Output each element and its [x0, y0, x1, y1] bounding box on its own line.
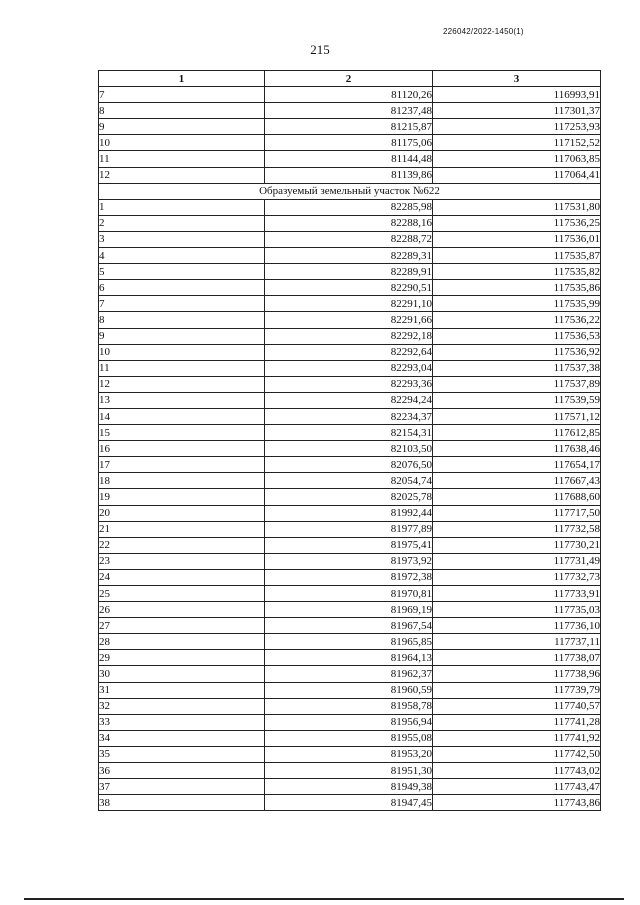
point-number-cell: 20 — [99, 505, 265, 521]
section-header — [99, 183, 601, 199]
y-coordinate-cell: 116993,91 — [433, 87, 601, 103]
x-coordinate-cell: 81973,92 — [265, 553, 433, 569]
y-coordinate-cell: 117537,38 — [433, 360, 601, 376]
point-number-cell: 5 — [99, 264, 265, 280]
y-coordinate-cell: 117743,47 — [433, 779, 601, 795]
y-coordinate-cell: 117742,50 — [433, 746, 601, 762]
y-coordinate-cell: 117731,49 — [433, 553, 601, 569]
x-coordinate-cell: 82293,36 — [265, 376, 433, 392]
table-row — [99, 199, 601, 215]
point-number-cell: 34 — [99, 730, 265, 746]
point-number-cell: 10 — [99, 344, 265, 360]
table-row — [99, 569, 601, 585]
x-coordinate-cell: 81958,78 — [265, 698, 433, 714]
x-coordinate-cell: 81237,48 — [265, 103, 433, 119]
y-coordinate-cell: 117531,80 — [433, 199, 601, 215]
x-coordinate-cell: 82294,24 — [265, 392, 433, 408]
y-coordinate-cell: 117063,85 — [433, 151, 601, 167]
section-title: Образуемый земельный участок №622 — [99, 183, 601, 199]
y-coordinate-cell: 117536,53 — [433, 328, 601, 344]
x-coordinate-cell: 82291,10 — [265, 296, 433, 312]
table-body-section — [99, 199, 601, 811]
y-coordinate-cell: 117736,10 — [433, 618, 601, 634]
column-header-point: 1 — [99, 71, 265, 87]
x-coordinate-cell: 81967,54 — [265, 618, 433, 634]
document-id: 226042/2022-1450(1) — [443, 27, 524, 36]
point-number-cell: 2 — [99, 215, 265, 231]
point-number-cell: 12 — [99, 167, 265, 183]
point-number-cell: 37 — [99, 779, 265, 795]
y-coordinate-cell: 117737,11 — [433, 634, 601, 650]
y-coordinate-cell: 117536,25 — [433, 215, 601, 231]
y-coordinate-cell: 117688,60 — [433, 489, 601, 505]
x-coordinate-cell: 81949,38 — [265, 779, 433, 795]
y-coordinate-cell: 117536,01 — [433, 231, 601, 247]
table-row — [99, 779, 601, 795]
point-number-cell: 24 — [99, 569, 265, 585]
x-coordinate-cell: 82285,98 — [265, 199, 433, 215]
table-row — [99, 135, 601, 151]
table-row — [99, 537, 601, 553]
bottom-rule — [24, 898, 624, 900]
table-row — [99, 408, 601, 424]
table-row — [99, 167, 601, 183]
y-coordinate-cell: 117253,93 — [433, 119, 601, 135]
y-coordinate-cell: 117730,21 — [433, 537, 601, 553]
point-number-cell: 27 — [99, 618, 265, 634]
point-number-cell: 9 — [99, 328, 265, 344]
y-coordinate-cell: 117735,03 — [433, 602, 601, 618]
y-coordinate-cell: 117536,92 — [433, 344, 601, 360]
point-number-cell: 12 — [99, 376, 265, 392]
x-coordinate-cell: 81215,87 — [265, 119, 433, 135]
table-row — [99, 795, 601, 811]
x-coordinate-cell: 82292,64 — [265, 344, 433, 360]
point-number-cell: 7 — [99, 87, 265, 103]
point-number-cell: 18 — [99, 473, 265, 489]
x-coordinate-cell: 81977,89 — [265, 521, 433, 537]
y-coordinate-cell: 117654,17 — [433, 457, 601, 473]
y-coordinate-cell: 117539,59 — [433, 392, 601, 408]
x-coordinate-cell: 82154,31 — [265, 425, 433, 441]
point-number-cell: 26 — [99, 602, 265, 618]
y-coordinate-cell: 117732,58 — [433, 521, 601, 537]
x-coordinate-cell: 81144,48 — [265, 151, 433, 167]
point-number-cell: 9 — [99, 119, 265, 135]
point-number-cell: 6 — [99, 280, 265, 296]
y-coordinate-cell: 117535,82 — [433, 264, 601, 280]
table-row — [99, 634, 601, 650]
y-coordinate-cell: 117740,57 — [433, 698, 601, 714]
x-coordinate-cell: 81965,85 — [265, 634, 433, 650]
y-coordinate-cell: 117717,50 — [433, 505, 601, 521]
table-row — [99, 264, 601, 280]
point-number-cell: 10 — [99, 135, 265, 151]
point-number-cell: 1 — [99, 199, 265, 215]
table-header-row — [99, 71, 601, 87]
y-coordinate-cell: 117537,89 — [433, 376, 601, 392]
x-coordinate-cell: 81960,59 — [265, 682, 433, 698]
x-coordinate-cell: 82054,74 — [265, 473, 433, 489]
y-coordinate-cell: 117535,99 — [433, 296, 601, 312]
table-row — [99, 328, 601, 344]
table-row — [99, 392, 601, 408]
point-number-cell: 33 — [99, 714, 265, 730]
table-row — [99, 425, 601, 441]
point-number-cell: 22 — [99, 537, 265, 553]
point-number-cell: 19 — [99, 489, 265, 505]
table-row — [99, 714, 601, 730]
point-number-cell: 8 — [99, 312, 265, 328]
y-coordinate-cell: 117743,86 — [433, 795, 601, 811]
point-number-cell: 7 — [99, 296, 265, 312]
point-number-cell: 29 — [99, 650, 265, 666]
x-coordinate-cell: 81955,08 — [265, 730, 433, 746]
y-coordinate-cell: 117536,22 — [433, 312, 601, 328]
y-coordinate-cell: 117739,79 — [433, 682, 601, 698]
x-coordinate-cell: 81969,19 — [265, 602, 433, 618]
table-row — [99, 473, 601, 489]
x-coordinate-cell: 82025,78 — [265, 489, 433, 505]
point-number-cell: 28 — [99, 634, 265, 650]
column-header-x: 2 — [265, 71, 433, 87]
point-number-cell: 17 — [99, 457, 265, 473]
y-coordinate-cell: 117638,46 — [433, 441, 601, 457]
y-coordinate-cell: 117535,86 — [433, 280, 601, 296]
y-coordinate-cell: 117571,12 — [433, 408, 601, 424]
table-row — [99, 296, 601, 312]
table-row — [99, 103, 601, 119]
y-coordinate-cell: 117738,07 — [433, 650, 601, 666]
x-coordinate-cell: 82290,51 — [265, 280, 433, 296]
x-coordinate-cell: 82234,37 — [265, 408, 433, 424]
point-number-cell: 11 — [99, 360, 265, 376]
x-coordinate-cell: 81972,38 — [265, 569, 433, 585]
point-number-cell: 15 — [99, 425, 265, 441]
table-row — [99, 618, 601, 634]
table-row — [99, 650, 601, 666]
table-row — [99, 231, 601, 247]
table-row — [99, 119, 601, 135]
table-row — [99, 489, 601, 505]
point-number-cell: 31 — [99, 682, 265, 698]
table-row — [99, 505, 601, 521]
point-number-cell: 8 — [99, 103, 265, 119]
point-number-cell: 14 — [99, 408, 265, 424]
x-coordinate-cell: 82288,16 — [265, 215, 433, 231]
table-row — [99, 763, 601, 779]
table-body-top — [99, 87, 601, 184]
table-row — [99, 248, 601, 264]
table-row — [99, 360, 601, 376]
y-coordinate-cell: 117732,73 — [433, 569, 601, 585]
table-row — [99, 312, 601, 328]
x-coordinate-cell: 81139,86 — [265, 167, 433, 183]
x-coordinate-cell: 81992,44 — [265, 505, 433, 521]
y-coordinate-cell: 117743,02 — [433, 763, 601, 779]
table-row — [99, 280, 601, 296]
table-row — [99, 553, 601, 569]
y-coordinate-cell: 117738,96 — [433, 666, 601, 682]
point-number-cell: 36 — [99, 763, 265, 779]
point-number-cell: 30 — [99, 666, 265, 682]
table-row — [99, 457, 601, 473]
table-row — [99, 344, 601, 360]
y-coordinate-cell: 117535,87 — [433, 248, 601, 264]
point-number-cell: 35 — [99, 746, 265, 762]
point-number-cell: 38 — [99, 795, 265, 811]
table-row — [99, 441, 601, 457]
x-coordinate-cell: 82076,50 — [265, 457, 433, 473]
point-number-cell: 13 — [99, 392, 265, 408]
y-coordinate-cell: 117741,28 — [433, 714, 601, 730]
table-row — [99, 666, 601, 682]
column-header-y: 3 — [433, 71, 601, 87]
x-coordinate-cell: 82288,72 — [265, 231, 433, 247]
x-coordinate-cell: 81120,26 — [265, 87, 433, 103]
y-coordinate-cell: 117064,41 — [433, 167, 601, 183]
y-coordinate-cell: 117733,91 — [433, 586, 601, 602]
x-coordinate-cell: 82289,91 — [265, 264, 433, 280]
table-row — [99, 746, 601, 762]
point-number-cell: 11 — [99, 151, 265, 167]
point-number-cell: 16 — [99, 441, 265, 457]
point-number-cell: 23 — [99, 553, 265, 569]
x-coordinate-cell: 81956,94 — [265, 714, 433, 730]
x-coordinate-cell: 81970,81 — [265, 586, 433, 602]
x-coordinate-cell: 81962,37 — [265, 666, 433, 682]
table-row — [99, 151, 601, 167]
point-number-cell: 21 — [99, 521, 265, 537]
point-number-cell: 3 — [99, 231, 265, 247]
x-coordinate-cell: 81975,41 — [265, 537, 433, 553]
y-coordinate-cell: 117301,37 — [433, 103, 601, 119]
x-coordinate-cell: 82293,04 — [265, 360, 433, 376]
x-coordinate-cell: 82103,50 — [265, 441, 433, 457]
x-coordinate-cell: 81175,06 — [265, 135, 433, 151]
point-number-cell: 4 — [99, 248, 265, 264]
table-row — [99, 521, 601, 537]
table-row — [99, 602, 601, 618]
page-number: 215 — [310, 42, 330, 57]
table-row — [99, 376, 601, 392]
x-coordinate-cell: 82289,31 — [265, 248, 433, 264]
x-coordinate-cell: 82292,18 — [265, 328, 433, 344]
x-coordinate-cell: 81947,45 — [265, 795, 433, 811]
x-coordinate-cell: 81964,13 — [265, 650, 433, 666]
coordinates-table — [98, 70, 601, 811]
point-number-cell: 32 — [99, 698, 265, 714]
point-number-cell: 25 — [99, 586, 265, 602]
y-coordinate-cell: 117612,85 — [433, 425, 601, 441]
table-row — [99, 87, 601, 103]
table-row — [99, 698, 601, 714]
table-row — [99, 586, 601, 602]
y-coordinate-cell: 117152,52 — [433, 135, 601, 151]
x-coordinate-cell: 81951,30 — [265, 763, 433, 779]
table-row — [99, 682, 601, 698]
x-coordinate-cell: 81953,20 — [265, 746, 433, 762]
table-row — [99, 215, 601, 231]
x-coordinate-cell: 82291,66 — [265, 312, 433, 328]
table-row — [99, 730, 601, 746]
section-row — [99, 183, 601, 199]
y-coordinate-cell: 117667,43 — [433, 473, 601, 489]
y-coordinate-cell: 117741,92 — [433, 730, 601, 746]
